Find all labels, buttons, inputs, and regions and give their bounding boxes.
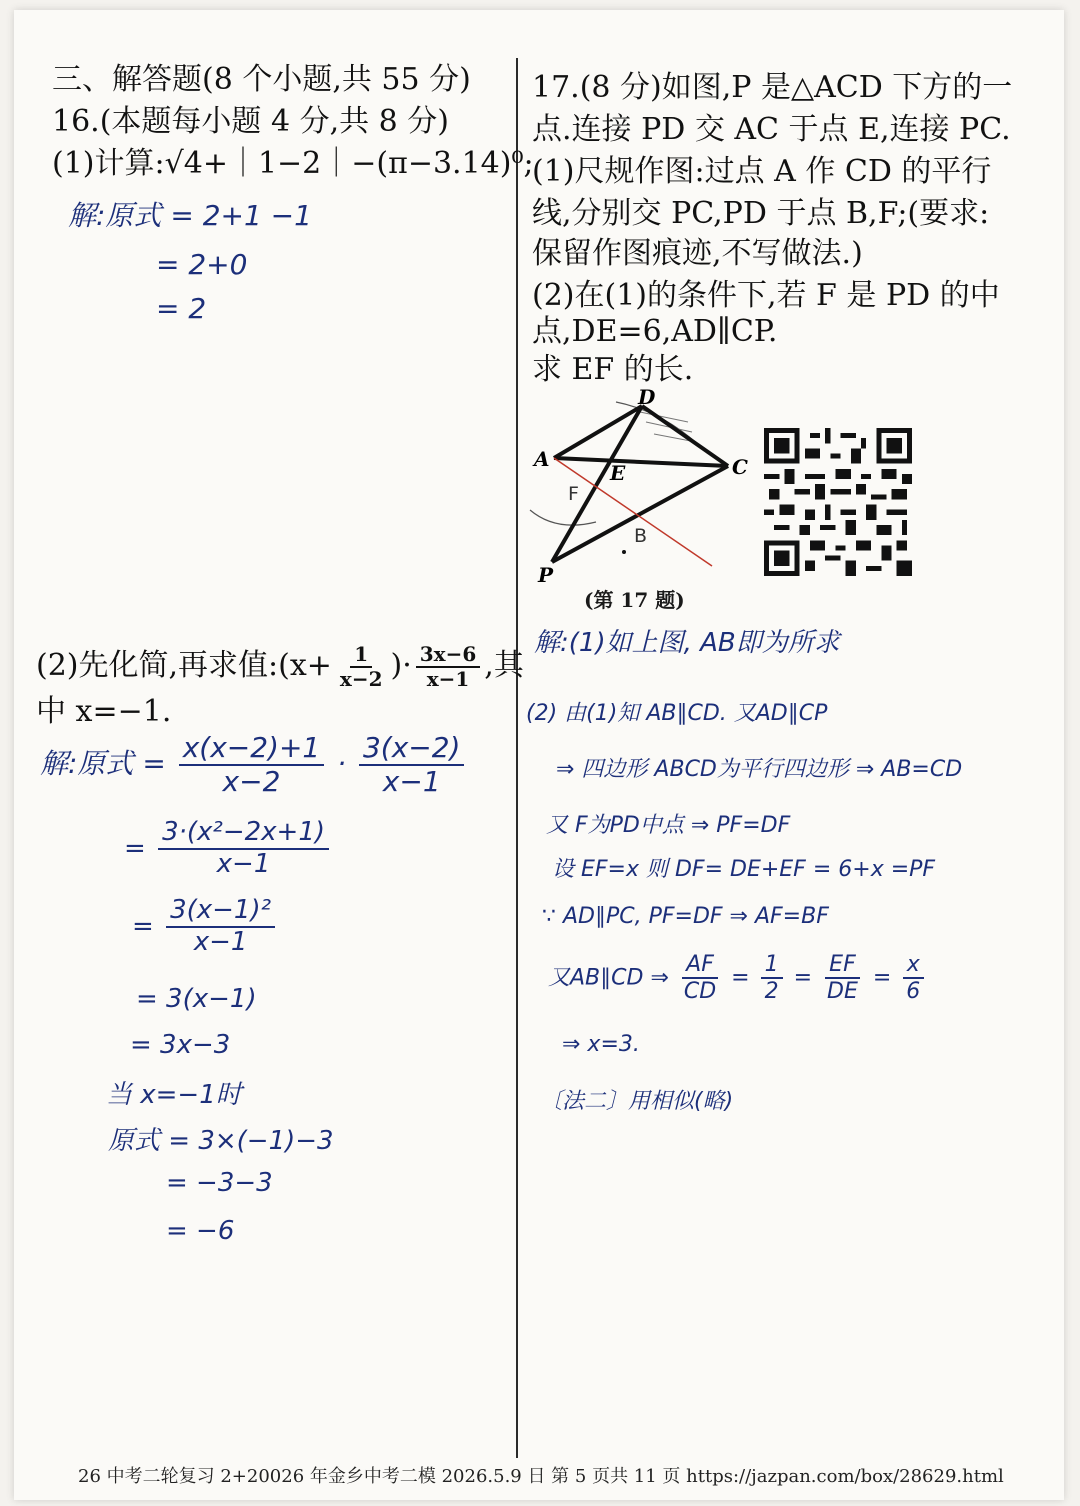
ratio-prefix: 又AB∥CD ⇒ [548, 965, 669, 991]
q16-2-frac1-num: 1 [350, 643, 372, 668]
q16-2-ans-frac2 [359, 732, 465, 798]
q16-2-answer-line-8: = −3−3 [166, 1168, 273, 1198]
q17-figure [516, 382, 756, 592]
q16-1-answer-line-1: 解:原式 = 2+1 −1 [68, 199, 312, 232]
q16-2-ans-f1-num: x(x−2)+1 [179, 732, 325, 766]
ratio-frac-4 [902, 952, 924, 1005]
q16-2-prompt: (2)先化简,再求值:(x+ $\frac{1}{x-2}$ )· $\frac{3x-6}{x-1}$ ,其 [36, 642, 524, 691]
q16-2-ans-label: 解:原式 = [40, 747, 166, 781]
q17-line-3: (1)尺规作图:过点 A 作 CD 的平行 [532, 154, 992, 189]
q16-1-answer-line-2: = 2+0 [156, 248, 248, 281]
q16-2-ans-frac1 [179, 732, 325, 798]
q16-1-prompt [52, 138, 534, 182]
q17-line-5: 保留作图痕迹,不写做法.) [532, 236, 863, 271]
label-F: F [568, 483, 579, 505]
q16-2-prompt-tail: ,其 [484, 648, 524, 683]
label-E: E [610, 461, 626, 485]
label-A: A [534, 447, 550, 471]
point-dot [622, 550, 626, 554]
q16-2-answer-line-7: 原式 = 3×(−1)−3 [108, 1126, 334, 1156]
ratio-f3-den: DE [827, 979, 858, 1005]
q17-answer-line-6: ∵ AD∥PC, PF=DF ⇒ AF=BF [542, 904, 829, 929]
q16-1-prompt-b: √4+｜1−2｜−(π−3.14)⁰; [164, 146, 534, 181]
q16-2-prompt-a: (2)先化简,再求值: [36, 648, 279, 683]
q17-answer-line-1: 解:(1)如上图, AB即为所求 [534, 628, 840, 658]
q16-2-ans-s2 [158, 818, 329, 880]
q16-2-ans-s3-den: x−1 [193, 926, 248, 957]
q16-2-answer-line-1: 解:原式 = $\frac{x(x-2)+1}{x-2}$ · $\frac{3(x-2)}{x-1}$ [40, 732, 468, 798]
q16-2-ans-f1-den: x−2 [222, 765, 281, 799]
q16-2-ans-s3 [166, 896, 275, 958]
ratio-frac-1 [680, 952, 720, 1005]
q16-2-frac1 [336, 643, 387, 691]
q17-answer-line-2: (2) 由(1)知 AB∥CD. 又AD∥CP [526, 701, 828, 726]
q16-2-ans-s3-num: 3(x−1)² [166, 896, 275, 928]
label-C: C [732, 455, 748, 479]
q16-2-ans-s2-num: 3·(x²−2x+1) [158, 818, 329, 850]
q17-line-6: (2)在(1)的条件下,若 F 是 PD 的中 [532, 278, 1000, 313]
q16-2-frac2-den: x−1 [426, 667, 470, 691]
page-footer: 26 中考二轮复习 2+20026 年金乡中考二模 2026.5.9 日 第 5 页共 11 页 https://jazpan.com/box/28629.html [78, 1466, 1004, 1487]
ratio-f2-num: 1 [761, 952, 783, 979]
q16-2-ans-s2-den: x−1 [216, 848, 271, 879]
q16-heading: 16.(本题每小题 4 分,共 8 分) [52, 104, 449, 139]
q16-2-answer-line-3: = $\frac{\text{3(x−1)²}}{x-1}$ [132, 896, 279, 958]
ratio-f4-den: 6 [906, 979, 921, 1005]
q17-line-7: 点,DE=6,AD∥CP. [532, 314, 778, 349]
q16-2-answer-line-5: = 3x−3 [130, 1030, 231, 1060]
construction-arc-1 [530, 510, 596, 525]
q17-answer-line-4: 又 F为PD中点 ⇒ PF=DF [546, 813, 791, 838]
q16-2-ans-f2-num: 3(x−2) [359, 732, 465, 766]
figure-caption: (第 17 题) [584, 588, 685, 612]
q17-answer-method2: 〔法二〕用相似(略) [540, 1089, 734, 1114]
ratio-frac-3 [823, 952, 862, 1005]
q17-answer-ratio: 又AB∥CD ⇒ $\frac{AF}{CD}$ = $\frac{1}{2}$ = $\frac{EF}{DE}$ = $\frac{x}{6}$ [548, 952, 928, 1005]
q16-2-answer-line-2: = $\frac{\text{3·(x²−2x+1)}}{x-1}$ [124, 818, 333, 880]
segment-AC [554, 458, 728, 466]
label-D: D [638, 385, 656, 409]
qr-code-icon [764, 428, 912, 576]
q17-answer-line-5: 设 EF=x 则 DF= DE+EF = 6+x =PF [552, 857, 936, 882]
ratio-f1-den: CD [683, 979, 717, 1005]
ratio-f1-num: AF [682, 952, 718, 979]
ratio-f4-num: x [903, 952, 924, 979]
q17-line-4: 线,分别交 PC,PD 于点 B,F;(要求: [532, 196, 990, 231]
ratio-f2-den: 2 [764, 979, 779, 1005]
label-B: B [634, 525, 648, 547]
ratio-frac-2 [761, 952, 783, 1005]
q16-2-ans-f2-den: x−1 [382, 765, 441, 799]
q16-2-frac2 [416, 643, 481, 691]
q17-line-1: 17.(8 分)如图,P 是△ACD 下方的一 [532, 70, 1013, 105]
q16-2-answer-line-4: = 3(x−1) [136, 984, 257, 1014]
q16-2-answer-line-6: 当 x=−1时 [106, 1080, 242, 1110]
q16-2-answer-line-9: = −6 [166, 1216, 235, 1246]
q16-2-frac1-den: x−2 [339, 667, 383, 691]
ratio-f3-num: EF [825, 952, 860, 979]
section-heading: 三、解答题(8 个小题,共 55 分) [52, 62, 471, 97]
q16-2-prompt-line2: 中 x=−1. [36, 694, 172, 729]
column-divider [516, 58, 518, 1458]
q17-answer-final: ⇒ x=3. [562, 1032, 640, 1057]
q16-1-answer-line-3: = 2 [156, 292, 207, 325]
q17-answer-line-3: ⇒ 四边形 ABCD为平行四边形 ⇒ AB=CD [556, 757, 963, 782]
q16-2-prompt-paren: (x+ [278, 648, 332, 683]
label-P: P [538, 563, 554, 587]
segment-DC [642, 406, 728, 466]
q16-1-prompt-a: (1)计算: [52, 146, 165, 181]
q17-line-2: 点.连接 PD 交 AC 于点 E,连接 PC. [532, 112, 1011, 147]
q17-line-8: 求 EF 的长. [532, 352, 694, 387]
q16-2-frac2-num: 3x−6 [416, 643, 481, 668]
